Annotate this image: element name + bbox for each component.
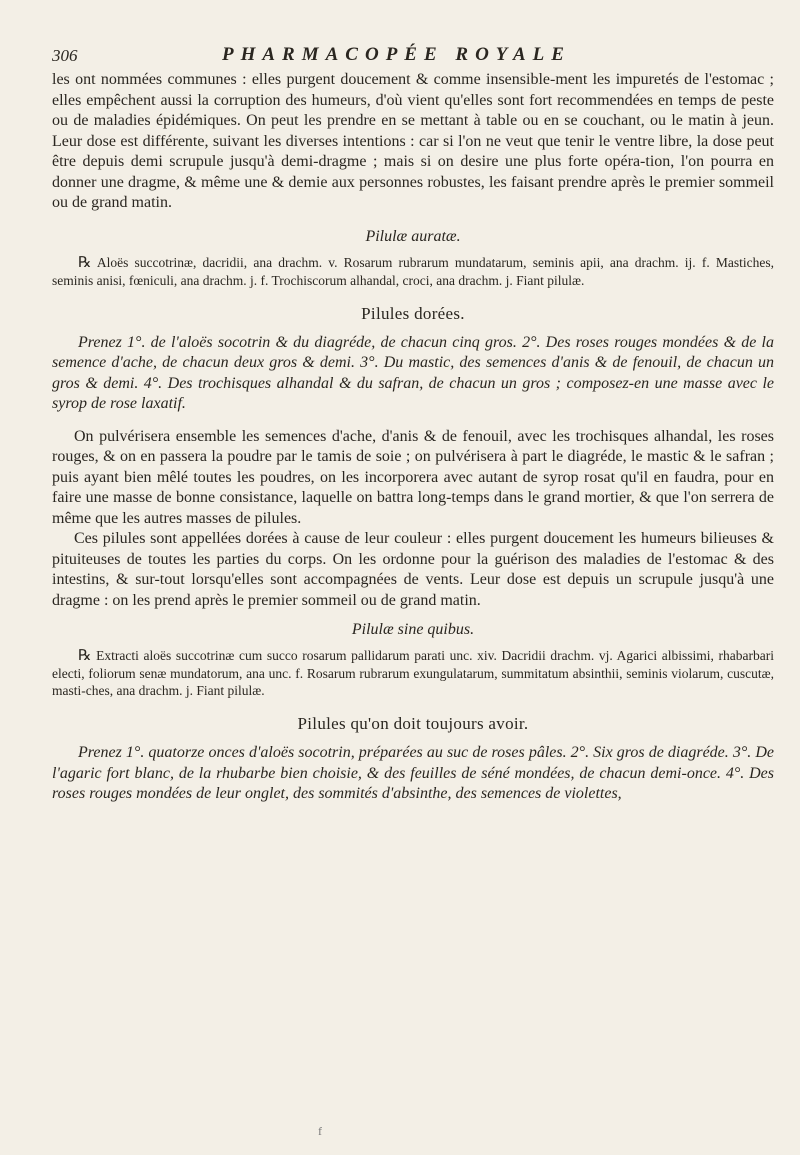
recipe-symbol-icon: ℞ bbox=[78, 254, 92, 271]
ingredients-pilules-dorees: Prenez 1°. de l'aloës socotrin & du diagréde, de chacun cinq gros. 2°. Des roses rouges mondées & de la semence d'ache, de chacun deux gros & demi. 3°. Du mastic, des semences d'anis & de fenouil, de chacun un gros & demi. 4°. Des trochisques alhandal & du safran, de chacun un gros ; composez-en une masse avec le syrop de rose laxatif. bbox=[52, 333, 774, 412]
catchword: f bbox=[318, 1124, 322, 1138]
recipe-symbol-icon: ℞ bbox=[78, 648, 92, 664]
heading-pilules-dorees: Pilules dorées. bbox=[361, 303, 465, 323]
recipe-pilulae-auratae bbox=[52, 254, 774, 289]
running-title: PHARMACOPÉE ROYALE bbox=[222, 44, 571, 65]
page-number: 306 bbox=[52, 46, 78, 65]
heading-pilulae-auratae: Pilulæ auratæ. bbox=[365, 227, 461, 245]
recipe-text: Extracti aloës succotrinæ cum succo rosarum pallidarum parati unc. xiv. Dacridii drachm. vj. Agarici albissimi, rhabarbari electi, foliorum senæ mundatorum, ana unc. f. Rosarum rubrarum exungulatarum, summitatum absinthii, seminis violarum, cuscutæ, masti-ches, ana drachm. j. Fiant pilulæ. bbox=[52, 648, 774, 698]
ingredients-pilules-toujours: Prenez 1°. quatorze onces d'aloës socotrin, préparées au suc de roses pâles. 2°. Six gros de diagréde. 3°. De l'agaric fort blanc, de la rhubarbe bien choisie, & des feuilles de séné mondées, de chacun demi-once. 4°. Des roses rouges mondées de leur onglet, des sommités d'absinthe, des semences de violettes, bbox=[52, 744, 774, 802]
recipe-pilulae-sine-quibus bbox=[52, 647, 774, 699]
running-head bbox=[52, 44, 768, 68]
heading-pilulae-sine-quibus: Pilulæ sine quibus. bbox=[351, 621, 475, 638]
paragraph-preparation: On pulvérisera ensemble les semences d'ache, d'anis & de fenouil, avec les trochisques alhandal, les roses rouges, & on en passera la poudre par le tamis de soie ; on pulvérisera à part le diagréde, le mastic & le safran ; puis ayant bien mêlé toutes les poudres, on les incorporera avec autant de syrop rosat qu'il en faudra, pour en faire une masse de bonne consistance, laquelle on battra long-temps dans le grand mortier, & que l'on serrera de même que les autres masses de pilules. bbox=[52, 427, 774, 527]
heading-pilules-toujours: Pilules qu'on doit toujours avoir. bbox=[297, 714, 529, 733]
paragraph-intro: les ont nommées communes : elles purgent doucement & comme insensible-ment les impuretés de l'estomac ; elles empêchent aussi la corruption des humeurs, d'où vient qu'elles sont fort recommendées en temps de peste ou de maladies épidémiques. On peut les prendre en se mettant à table ou en se couchant, ou le matin à jeun. Leur dose est différente, suivant les diverses intentions : car si l'on ne veut que tenir le ventre libre, la dose peut être depuis demi scrupule jusqu'à demi-dragme ; mais si on desire une plus forte opéra-tion, l'on pourra en donner une dragme, & même une & demie aux personnes robustes, les faisant prendre après le premier sommeil ou de grand matin. bbox=[52, 71, 774, 211]
paragraph-usage: Ces pilules sont appellées dorées à cause de leur couleur : elles purgent doucement les humeurs bilieuses & pituiteuses de toutes les parties du corps. On les ordonne pour la guérison des maladies de l'estomac & des intestins, & sur-tout lorsqu'elles sont accompagnées de vents. Leur dose est depuis un scrupule jusqu'à une dragme : on les prend après le premier sommeil ou de grand matin. bbox=[52, 530, 774, 609]
text-block bbox=[52, 70, 774, 805]
recipe-text: Aloës succotrinæ, dacridii, ana drachm. v. Rosarum rubrarum mundatarum, seminis apii, ana drachm. ij. f. Mastiches, seminis anisi, fœniculi, ana drachm. j. f. Trochiscorum alhandal, croci, ana drachm. j. Fiant pilulæ. bbox=[52, 254, 774, 288]
